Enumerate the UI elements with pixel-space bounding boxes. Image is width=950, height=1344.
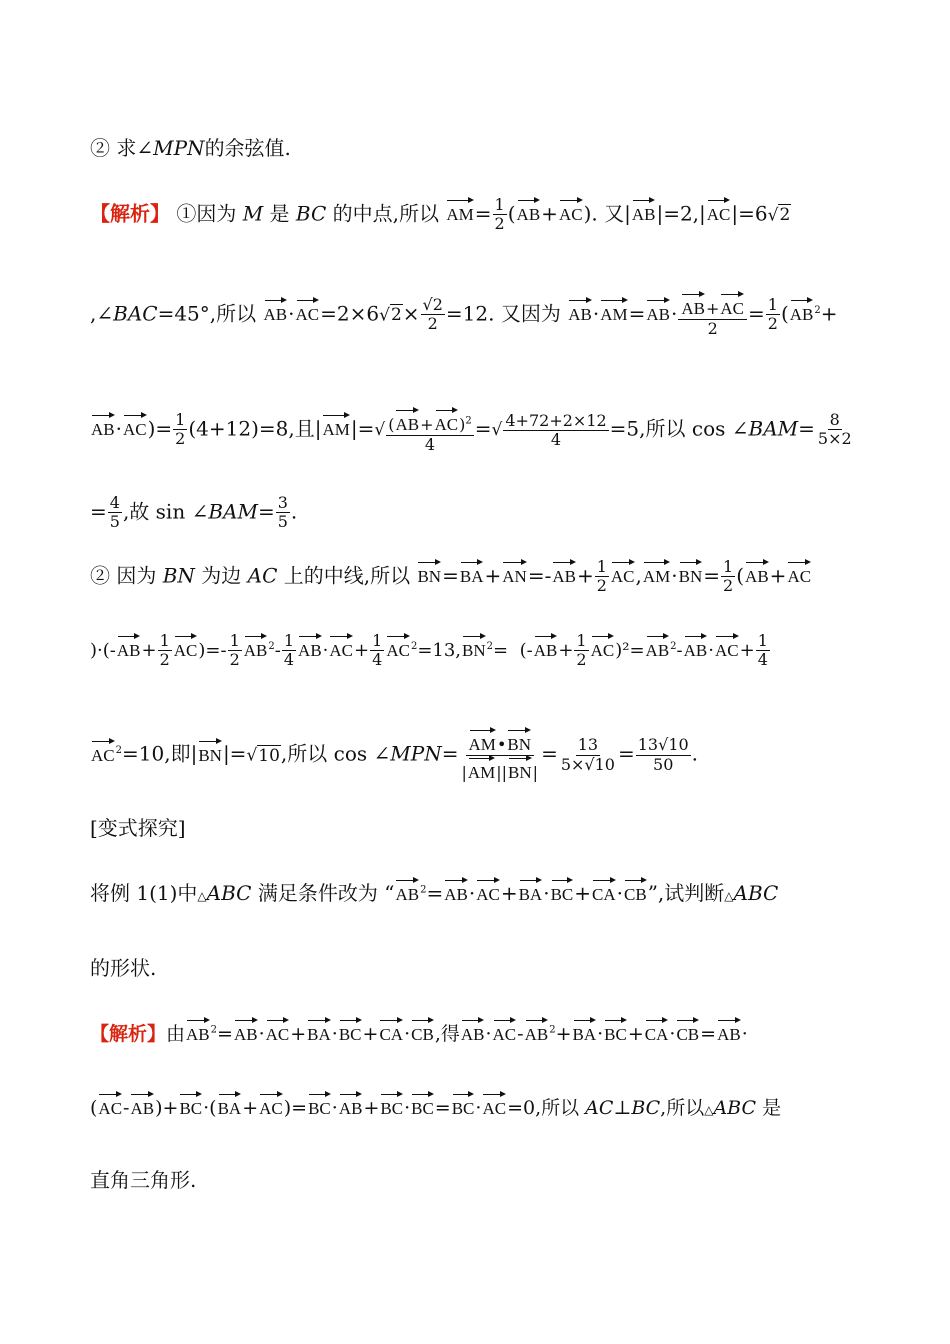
var-bac: BAC bbox=[113, 301, 158, 326]
text: ”,试判断 bbox=[647, 881, 725, 905]
radicand: 2 bbox=[390, 305, 402, 326]
vector-ab: AB bbox=[525, 1018, 549, 1045]
vector-ab: AB bbox=[395, 408, 419, 435]
fraction-sum-over-2 bbox=[678, 292, 747, 338]
vector-bc: BC bbox=[551, 878, 574, 905]
text: 的中点,所以 bbox=[326, 201, 446, 226]
text: 13 bbox=[637, 735, 659, 755]
text: - bbox=[517, 1023, 524, 1045]
radicand: 10 bbox=[668, 735, 689, 755]
sqrt-fraction: √ $\frac{(AB+AC)^2}{4}$ bbox=[374, 420, 474, 440]
vector-ac: AC bbox=[707, 198, 731, 225]
solution2-line-3: 直角三角形. bbox=[90, 1168, 197, 1192]
frac-den: 2 bbox=[427, 314, 438, 334]
vector-am: AM bbox=[469, 728, 496, 755]
vector-ab: AB bbox=[517, 198, 541, 225]
fraction-half bbox=[228, 632, 242, 670]
text: (- bbox=[519, 639, 533, 661]
text: =12. 又因为 bbox=[445, 301, 561, 326]
text: = bbox=[541, 741, 558, 766]
text: =0,所以 bbox=[507, 1097, 586, 1119]
var-abc: ABC bbox=[713, 1097, 757, 1119]
text: + bbox=[363, 1097, 380, 1119]
fraction bbox=[276, 494, 290, 532]
vector-ac: AC bbox=[482, 1092, 506, 1119]
text: ). 又| bbox=[583, 201, 631, 226]
vector-ab: AB bbox=[552, 560, 576, 587]
text: = bbox=[700, 1023, 717, 1045]
vector-ab: AB bbox=[681, 292, 705, 319]
solution1-line-3: AB·AC)= $\frac{1}{2}$ (4+12)=8,且|AM|=√ $\frac{(AB+AC)^2}{4}$ =√ $\frac{4+72+2\times 12}{4}$ =5,所以 cos ∠BAM= $\frac{8}{5\times 2}$ bbox=[90, 408, 862, 454]
frac-num: 13 bbox=[577, 735, 599, 755]
vector-ac: AC bbox=[329, 634, 353, 661]
text: =5,所以 cos ∠ bbox=[609, 416, 749, 441]
var-bn: BN bbox=[162, 563, 195, 588]
text: ①因为 bbox=[176, 201, 243, 226]
text: + bbox=[354, 639, 370, 661]
vector-ba: BA bbox=[218, 1092, 242, 1119]
vector-bc: BC bbox=[380, 1092, 403, 1119]
text: |= bbox=[350, 416, 375, 441]
frac-den: 2 bbox=[576, 650, 587, 670]
triangle-symbol: △ bbox=[724, 889, 734, 903]
vector-ab: AB bbox=[568, 298, 592, 325]
frac-num: 3 bbox=[277, 493, 288, 512]
analysis-tag: 【解析】 bbox=[90, 201, 170, 226]
text: ,故 sin ∠ bbox=[122, 499, 209, 524]
text: - bbox=[123, 1097, 130, 1119]
text: . bbox=[691, 741, 699, 766]
vector-ac: AC bbox=[476, 878, 500, 905]
fraction-quarter bbox=[282, 632, 296, 670]
vector-ac: AC bbox=[266, 1018, 290, 1045]
vector-ba: BA bbox=[307, 1018, 331, 1045]
frac-num: AM•BN bbox=[466, 728, 534, 756]
solution1-line-1 bbox=[90, 196, 862, 234]
vector-bc: BC bbox=[339, 1018, 362, 1045]
text: - bbox=[274, 639, 281, 661]
fraction-half bbox=[721, 558, 735, 596]
text: ( bbox=[736, 563, 745, 588]
frac-den: 2 bbox=[229, 650, 240, 670]
circle-2-marker: ② bbox=[90, 136, 110, 160]
text: ·( bbox=[203, 1097, 217, 1119]
problem-text: 求∠ bbox=[116, 136, 154, 160]
vector-ab: AB bbox=[117, 634, 141, 661]
vector-ca: CA bbox=[645, 1018, 669, 1045]
frac-den: 2 bbox=[494, 214, 505, 234]
text: ( bbox=[507, 201, 516, 226]
text: =13, bbox=[417, 639, 462, 661]
text: ( bbox=[780, 301, 789, 326]
frac-den: 2 bbox=[175, 429, 186, 449]
text: 5× bbox=[560, 754, 585, 774]
solution1-line-4 bbox=[90, 494, 862, 532]
text: =45°,所以 bbox=[157, 301, 257, 326]
variant-heading: [变式探究] bbox=[90, 816, 186, 840]
radicand: 2 bbox=[779, 205, 791, 226]
frac-num: AB+AC bbox=[678, 292, 747, 320]
text: - bbox=[676, 639, 683, 661]
frac-num: 1 bbox=[576, 631, 587, 650]
text: =2×6 bbox=[320, 301, 380, 326]
vector-ac: AC bbox=[720, 292, 744, 319]
var-bc: BC bbox=[631, 1097, 661, 1119]
text: (4+12)=8,且| bbox=[188, 416, 322, 441]
fraction-half bbox=[173, 411, 187, 449]
vector-ac: AC bbox=[493, 1018, 517, 1045]
text: 上的中线,所以 bbox=[277, 563, 411, 588]
vector-am: AM bbox=[446, 198, 473, 225]
frac-num: 1 bbox=[767, 295, 778, 315]
text: + bbox=[500, 881, 518, 905]
text: = bbox=[442, 563, 459, 588]
frac-num: 8 bbox=[829, 410, 840, 430]
solution1-line-2: ,∠BAC=45°,所以 AB·AC=2×6√2× $\frac{√2}{2}$ =12. 又因为 AB·AM=AB· $\frac{AB+AC}{2}$ = $\frac{1}{2}$ ($AB^2+$ bbox=[90, 292, 862, 338]
triangle-symbol: △ bbox=[197, 889, 207, 903]
radicand: 2 bbox=[432, 295, 443, 315]
sqrt-fraction-2: √ $\frac{4+72+2\times 12}{4}$ bbox=[491, 411, 607, 450]
vector-cb: CB bbox=[676, 1018, 699, 1045]
sqrt-10: √10 bbox=[246, 745, 280, 766]
fraction-half bbox=[595, 558, 609, 596]
text: + bbox=[574, 881, 592, 905]
analysis-tag: 【解析】 bbox=[90, 1023, 167, 1045]
var-bc: BC bbox=[295, 201, 327, 226]
text: + bbox=[541, 201, 558, 226]
vector-ab: AB bbox=[717, 1018, 741, 1045]
text: = bbox=[217, 1023, 233, 1045]
problem-line bbox=[90, 136, 862, 160]
fraction-root2-over-2 bbox=[421, 296, 445, 334]
frac-den: 2 bbox=[723, 576, 734, 596]
frac-den: 5 bbox=[109, 512, 120, 532]
fraction bbox=[816, 411, 854, 449]
text: = bbox=[493, 639, 509, 661]
fraction-quarter bbox=[370, 632, 384, 670]
frac-den: 2 bbox=[159, 650, 170, 670]
vector-ac: AC bbox=[559, 198, 583, 225]
text: = bbox=[703, 563, 721, 588]
fraction bbox=[386, 408, 474, 454]
text: ,得 bbox=[434, 1023, 460, 1045]
text: , bbox=[635, 563, 642, 588]
text: = bbox=[798, 416, 815, 441]
var-ac: AC bbox=[585, 1097, 614, 1119]
vector-bc: BC bbox=[411, 1092, 434, 1119]
exponent: 2 bbox=[465, 415, 472, 427]
vector-bc: BC bbox=[452, 1092, 475, 1119]
vector-ab: AB bbox=[461, 1018, 485, 1045]
solution2-line-1: 【解析】由$AB^2=AB\cdot AC+BA\cdot BC+CA\cdot CB$,得$AB\cdot AC-AB^2+BA\cdot BC+CA\cdot CB=AB\cdot$ bbox=[90, 1018, 862, 1046]
vector-ab: AB bbox=[186, 1018, 210, 1045]
vector-bn: BN bbox=[417, 560, 441, 587]
vector-ac: AC bbox=[98, 1092, 122, 1119]
fraction-half bbox=[574, 632, 588, 670]
vector-bn: BN bbox=[508, 756, 532, 783]
frac-num: 1 bbox=[159, 631, 170, 650]
frac-num: 1 bbox=[283, 631, 295, 650]
variant-line-2: 的形状. bbox=[90, 956, 157, 980]
frac-num: 1 bbox=[229, 631, 240, 650]
vector-ab: AB bbox=[646, 634, 670, 661]
vector-ac: AC bbox=[174, 634, 198, 661]
text: = bbox=[257, 499, 275, 524]
text: + bbox=[484, 563, 502, 588]
radicand: 10 bbox=[594, 754, 615, 774]
text: )=- bbox=[198, 639, 227, 661]
vector-am: AM bbox=[468, 756, 495, 783]
vector-ab: AB bbox=[298, 634, 322, 661]
vector-ab: AB bbox=[684, 634, 708, 661]
text: 为边 bbox=[194, 563, 248, 588]
vector-bn: BN bbox=[198, 739, 222, 766]
text: ② 因为 bbox=[90, 563, 163, 588]
frac-den: 2 bbox=[767, 314, 778, 334]
vector-cb: CB bbox=[624, 878, 647, 905]
sqrt-2: √2 bbox=[767, 205, 791, 226]
vector-ca: CA bbox=[379, 1018, 403, 1045]
vector-ab: AB bbox=[790, 298, 814, 325]
text: 是 bbox=[263, 201, 296, 226]
text: + bbox=[739, 639, 755, 661]
var-abc: ABC bbox=[206, 881, 252, 905]
vector-ab: AB bbox=[632, 198, 656, 225]
vector-bc: BC bbox=[604, 1018, 627, 1045]
vector-am: AM bbox=[600, 298, 627, 325]
text: · bbox=[671, 563, 678, 588]
perpendicular-symbol: ⊥ bbox=[613, 1097, 632, 1119]
vector-ac: AC bbox=[91, 739, 115, 766]
text: )= bbox=[283, 1097, 308, 1119]
var-mpn: MPN bbox=[390, 741, 442, 766]
fraction bbox=[636, 736, 691, 774]
fraction bbox=[559, 736, 617, 774]
vector-ac: AC bbox=[123, 413, 147, 440]
var-bam: BAM bbox=[208, 499, 258, 524]
frac-num: 1 bbox=[175, 410, 186, 430]
text: + bbox=[769, 563, 787, 588]
text: + bbox=[627, 1023, 644, 1045]
fraction-half bbox=[158, 632, 172, 670]
frac-den: 50 bbox=[653, 754, 674, 774]
frac-den: 5×2 bbox=[817, 429, 852, 449]
text: |=6 bbox=[731, 201, 768, 226]
frac-den: 4 bbox=[424, 434, 436, 454]
vector-bn: BN bbox=[462, 634, 486, 661]
vector-cb: CB bbox=[411, 1018, 434, 1045]
text: + bbox=[558, 639, 574, 661]
vector-bn: BN bbox=[679, 560, 703, 587]
text: × bbox=[402, 301, 420, 326]
frac-den: 5×√10 bbox=[560, 754, 615, 774]
text: 由 bbox=[166, 1023, 186, 1045]
vector-ac: AC bbox=[259, 1092, 283, 1119]
vector-ab: AB bbox=[395, 878, 419, 905]
vector-ba: BA bbox=[460, 560, 484, 587]
triangle-symbol: △ bbox=[704, 1103, 714, 1117]
vector-ac: AC bbox=[787, 560, 811, 587]
vector-ac: AC bbox=[386, 634, 410, 661]
vector-am: AM bbox=[322, 413, 349, 440]
text: = bbox=[748, 301, 765, 326]
vector-ab: AB bbox=[646, 298, 670, 325]
text: + bbox=[290, 1023, 307, 1045]
part2-line-1 bbox=[90, 558, 862, 596]
text: = bbox=[474, 416, 492, 441]
text: + bbox=[141, 639, 157, 661]
radicand: 10 bbox=[258, 745, 280, 766]
text: = bbox=[628, 301, 646, 326]
text: = bbox=[617, 741, 635, 766]
vector-ab: AB bbox=[264, 298, 288, 325]
frac-den: 2 bbox=[707, 318, 718, 338]
frac-num: 1 bbox=[372, 631, 383, 650]
text: |= bbox=[222, 741, 247, 766]
fraction-quarter bbox=[756, 632, 770, 670]
fraction-dot-over-norms bbox=[459, 728, 540, 782]
frac-num: 4 bbox=[109, 493, 120, 512]
text: + bbox=[576, 563, 594, 588]
var-m: M bbox=[242, 201, 264, 226]
vector-ab: AB bbox=[745, 560, 769, 587]
part2-line-2: )·(-AB+ $\frac{1}{2}$ AC)=- $\frac{1}{2}$ $AB^2-$ $\frac{1}{4}$ AB·AC+ $\frac{1}{4}$ $AC^2=13,BN^2= (-AB+$ $\frac{1}{2}$ $AC)^2=AB^2-AB\cdot AC+$ $\frac{1}{4}$ bbox=[90, 631, 768, 670]
vector-ab: AB bbox=[244, 634, 268, 661]
frac-den: 4 bbox=[372, 650, 383, 670]
fraction bbox=[108, 494, 122, 532]
frac-den: 4 bbox=[283, 650, 295, 670]
vector-am: AM bbox=[643, 560, 670, 587]
vector-ab: AB bbox=[339, 1092, 363, 1119]
vector-ca: CA bbox=[592, 878, 616, 905]
vector-ba: BA bbox=[519, 878, 543, 905]
fraction-half bbox=[493, 196, 507, 234]
text: + bbox=[362, 1023, 379, 1045]
frac-num: 4+72+2×12 bbox=[505, 411, 607, 431]
text: = bbox=[426, 881, 444, 905]
text: ( bbox=[90, 1097, 98, 1119]
fraction-half bbox=[766, 296, 780, 334]
vector-ac: AC bbox=[435, 408, 459, 435]
text: = bbox=[90, 499, 107, 524]
text: ,所以 bbox=[660, 1097, 705, 1119]
frac-num: $(AB+AC)^2$ bbox=[386, 408, 474, 436]
vector-ab: AB bbox=[444, 878, 468, 905]
text: ,所以 cos ∠ bbox=[280, 741, 391, 766]
vector-ab: AB bbox=[234, 1018, 258, 1045]
text: ,∠ bbox=[90, 301, 114, 326]
fraction bbox=[503, 412, 608, 450]
frac-num: 1 bbox=[723, 557, 734, 576]
part2-line-3: $AC^2=10$,即|BN|=√10,所以 cos ∠MPN= $\frac{AM•BN}{|AM||BN|}$ = $\frac{13}{5\times√10}$ = $\frac{13√10}{50}$ . bbox=[90, 728, 862, 782]
text: = bbox=[441, 741, 459, 766]
problem-text-end: 的余弦值. bbox=[204, 136, 291, 160]
frac-num: 1 bbox=[494, 195, 505, 214]
text: + bbox=[555, 1023, 572, 1045]
text: 是 bbox=[756, 1097, 782, 1119]
vector-bn: BN bbox=[507, 728, 531, 755]
frac-num: 13√10 bbox=[637, 735, 689, 755]
frac-num: √2 bbox=[422, 295, 443, 315]
var-abc: ABC bbox=[733, 881, 779, 905]
frac-num: 1 bbox=[596, 557, 607, 576]
frac-den: 5 bbox=[277, 512, 288, 532]
text: )= bbox=[147, 416, 173, 441]
variant-line-1: 将例 1(1)中△ABC 满足条件改为 “$AB^2=AB\cdot AC+BA\cdot BC+CA\cdot CB$”,试判断△ABC bbox=[90, 878, 862, 905]
text: 满足条件改为 “ bbox=[251, 881, 395, 905]
text: = bbox=[434, 1097, 451, 1119]
vector-ac: AC bbox=[611, 560, 635, 587]
text: )+ bbox=[155, 1097, 179, 1119]
vector-ac: AC bbox=[591, 634, 615, 661]
vector-ac: AC bbox=[715, 634, 739, 661]
text: )²= bbox=[615, 639, 645, 661]
vector-ba: BA bbox=[573, 1018, 597, 1045]
frac-den: 4 bbox=[757, 650, 768, 670]
text: + bbox=[820, 301, 838, 326]
angle-mpn: MPN bbox=[153, 136, 205, 160]
vector-bc: BC bbox=[179, 1092, 202, 1119]
vector-ac: AC bbox=[296, 298, 320, 325]
text: |=2,| bbox=[656, 201, 706, 226]
frac-den: |AM||BN| bbox=[459, 756, 540, 783]
vector-ab: AB bbox=[130, 1092, 154, 1119]
text: =10,即| bbox=[122, 741, 198, 766]
text: + bbox=[242, 1097, 259, 1119]
text: =- bbox=[527, 563, 552, 588]
text: )·(- bbox=[90, 639, 116, 661]
solution2-line-2: (AC-AB)+BC·(BA+AC)=BC·AB+BC·BC=BC·AC=0,所以 AC⊥BC,所以△ABC 是 bbox=[90, 1092, 862, 1120]
var-ac: AC bbox=[247, 563, 278, 588]
text: . bbox=[290, 499, 298, 524]
frac-num: 1 bbox=[757, 631, 768, 650]
text: 将例 1(1)中 bbox=[90, 881, 198, 905]
frac-den: 2 bbox=[596, 576, 607, 596]
vector-bc: BC bbox=[308, 1092, 331, 1119]
vector-an: AN bbox=[502, 560, 527, 587]
var-bam: BAM bbox=[748, 416, 799, 441]
text: = bbox=[474, 201, 492, 226]
sqrt-2: √2 bbox=[379, 305, 402, 326]
vector-ab: AB bbox=[534, 634, 558, 661]
frac-den: 4 bbox=[550, 430, 562, 450]
vector-ab: AB bbox=[91, 413, 115, 440]
